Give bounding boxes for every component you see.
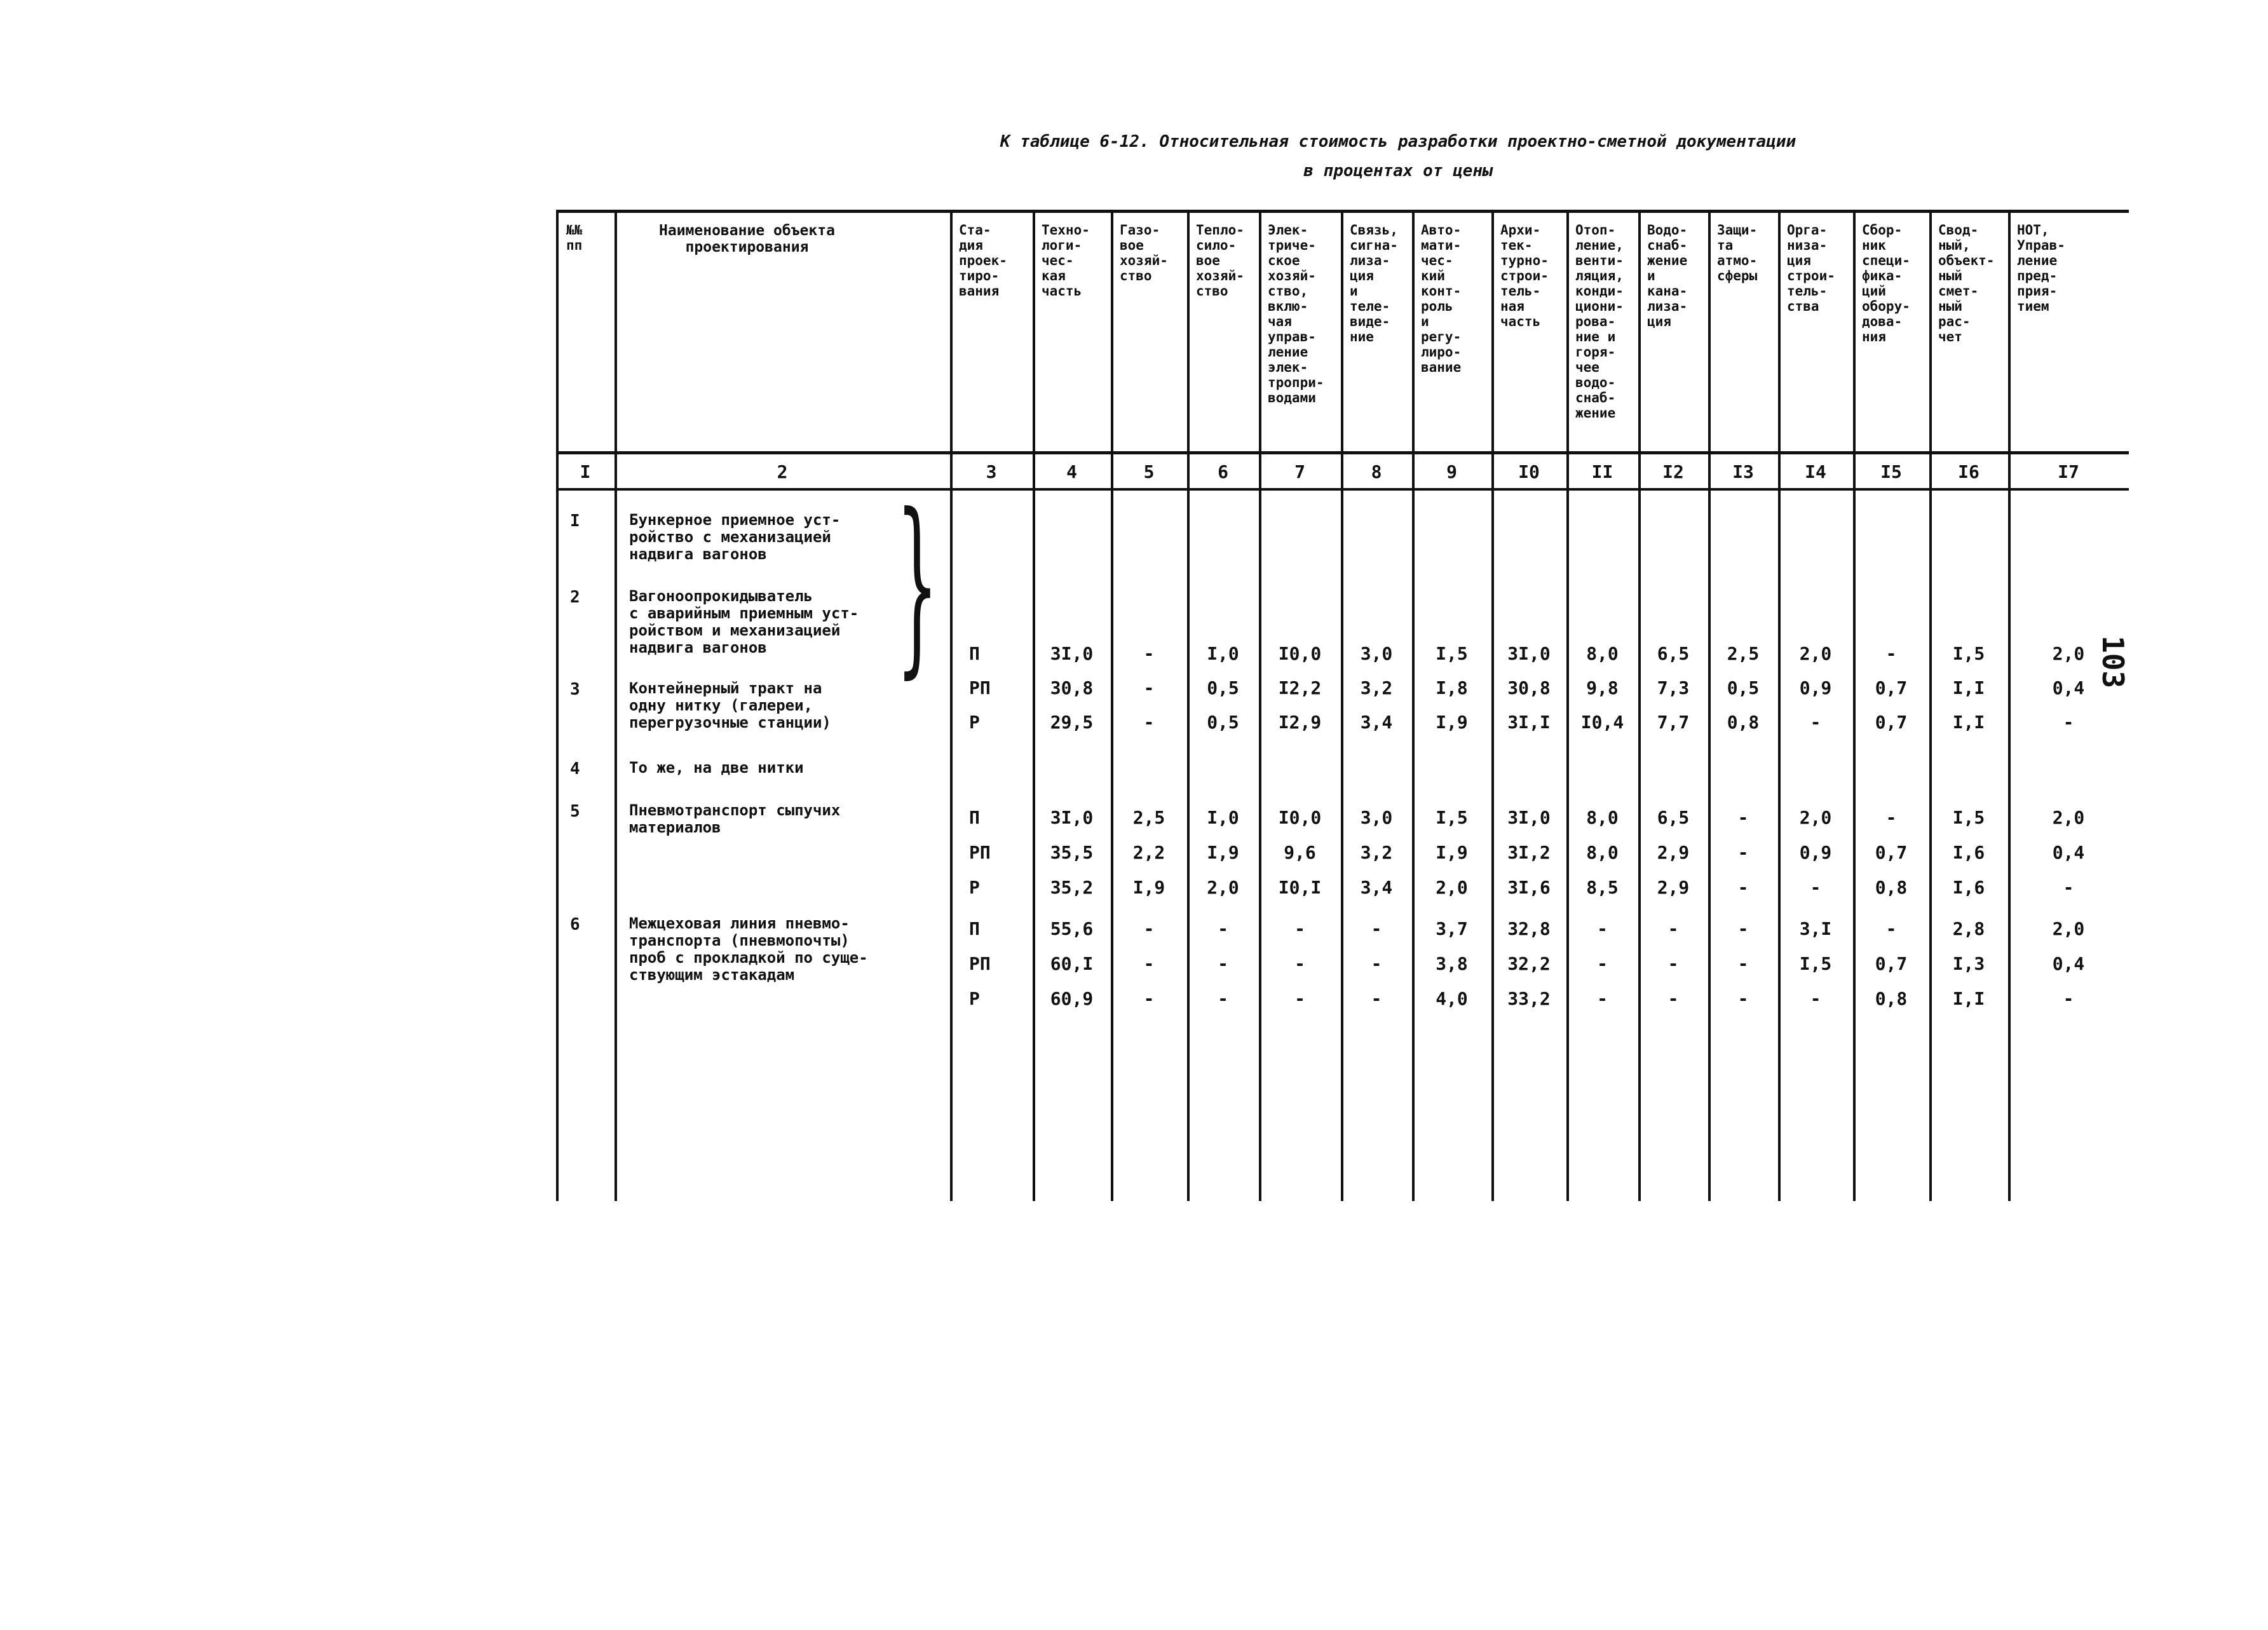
group-brace: } — [896, 473, 939, 695]
value-cell: 2,5 — [1132, 807, 1165, 828]
value-cell: 60,9 — [1050, 988, 1094, 1009]
value-cell: 35,2 — [1050, 877, 1094, 898]
value-cell: - — [1737, 918, 1749, 939]
value-cell: - — [1143, 712, 1155, 733]
value-cell: 6,5 — [1657, 643, 1690, 664]
value-cell: 60,I — [1050, 953, 1094, 974]
value-cell: 0,8 — [1875, 877, 1908, 898]
column-rule — [950, 210, 953, 1201]
value-cell: - — [1294, 918, 1305, 939]
value-cell: 2,0 — [1799, 643, 1832, 664]
value-cell: - — [1810, 877, 1821, 898]
column-number: I6 — [1958, 461, 1979, 482]
value-cell: I,9 — [1132, 877, 1165, 898]
object-name: Межцеховая линия пневмо- транспорта (пневмопочты) проб с прокладкой по суще- ствующим эстакадам — [629, 914, 868, 984]
value-cell: 3,I — [1799, 918, 1832, 939]
column-number: 5 — [1143, 461, 1155, 482]
page-number: 103 — [2096, 635, 2130, 689]
value-cell: I,9 — [1436, 842, 1468, 863]
column-header: Техно- логи- чес- кая часть — [1042, 222, 1090, 299]
value-cell: - — [1218, 988, 1228, 1009]
column-header: Тепло- сило- вое хозяй- ство — [1196, 222, 1244, 299]
value-cell: I,5 — [1952, 643, 1985, 664]
value-cell: 9,6 — [1284, 842, 1316, 863]
value-cell: I,5 — [1952, 807, 1985, 828]
value-cell: 2,0 — [2052, 918, 2085, 939]
value-cell: - — [1667, 953, 1679, 974]
value-cell: - — [1737, 807, 1749, 828]
column-header: Свод- ный, объект- ный смет- ный рас- чет — [1938, 222, 1995, 344]
column-header: №№ пп — [566, 222, 583, 253]
value-cell: 9,8 — [1586, 677, 1619, 698]
value-cell: 0,8 — [1875, 988, 1908, 1009]
value-cell: 2,9 — [1657, 877, 1690, 898]
value-cell: 0,8 — [1727, 712, 1760, 733]
value-cell: 0,7 — [1875, 842, 1908, 863]
value-cell: - — [1218, 918, 1228, 939]
value-cell: 3I,0 — [1050, 643, 1094, 664]
column-header: Водо- снаб- жение и кана- лиза- ция — [1647, 222, 1688, 329]
value-cell: I,8 — [1436, 677, 1468, 698]
column-header: Наименование объекта проектирования — [659, 222, 835, 255]
value-cell: 0,9 — [1799, 677, 1832, 698]
object-name: Контейнерный тракт на одну нитку (галереи, перегрузочные станции) — [629, 679, 831, 731]
value-cell: I0,4 — [1580, 712, 1624, 733]
value-cell: - — [1143, 643, 1155, 664]
value-cell: 3,4 — [1360, 712, 1393, 733]
value-cell: 0,4 — [2052, 953, 2085, 974]
column-number: 4 — [1066, 461, 1077, 482]
value-cell: 2,5 — [1727, 643, 1760, 664]
column-rule — [2008, 210, 2011, 1201]
column-rule — [1566, 210, 1569, 1201]
stage-label: Р — [969, 877, 980, 898]
column-rule — [1491, 210, 1494, 1201]
column-number: I0 — [1518, 461, 1540, 482]
value-cell: I,6 — [1952, 877, 1985, 898]
value-cell: - — [1371, 988, 1382, 1009]
value-cell: - — [1737, 988, 1749, 1009]
column-header: Ста- дия проек- тиро- вания — [959, 222, 1007, 299]
value-cell: 30,8 — [1050, 677, 1094, 698]
value-cell: - — [2063, 988, 2074, 1009]
column-header: НОТ, Управ- ление пред- прия- тием — [2017, 222, 2065, 314]
value-cell: 3,2 — [1360, 842, 1393, 863]
column-rule — [1033, 210, 1035, 1201]
column-header: Газо- вое хозяй- ство — [1120, 222, 1168, 283]
value-cell: 0,4 — [2052, 842, 2085, 863]
value-cell: 3,4 — [1360, 877, 1393, 898]
caption-line-2: в процентах от цены — [1303, 161, 1493, 180]
object-name: Бункерное приемное уст- ройство с механизацией надвига вагонов — [629, 511, 841, 563]
object-name: Пневмотранспорт сыпучих материалов — [629, 801, 841, 836]
value-cell: I,5 — [1436, 807, 1468, 828]
stage-label: РП — [969, 677, 991, 698]
object-name: То же, на две нитки — [629, 759, 804, 777]
value-cell: 3,2 — [1360, 677, 1393, 698]
value-cell: 3I,6 — [1507, 877, 1551, 898]
column-rule — [1412, 210, 1415, 1201]
value-cell: 0,5 — [1207, 712, 1239, 733]
value-cell: 7,3 — [1657, 677, 1690, 698]
value-cell: 0,9 — [1799, 842, 1832, 863]
value-cell: I2,9 — [1278, 712, 1322, 733]
value-cell: 33,2 — [1507, 988, 1551, 1009]
value-cell: - — [1143, 953, 1155, 974]
column-header: Орга- низа- ция строи- тель- ства — [1787, 222, 1835, 314]
column-number: 7 — [1294, 461, 1305, 482]
value-cell: - — [1597, 953, 1608, 974]
value-cell: 55,6 — [1050, 918, 1094, 939]
column-number: I2 — [1662, 461, 1684, 482]
value-cell: - — [1371, 953, 1382, 974]
row-number: 4 — [570, 759, 580, 778]
value-cell: 35,5 — [1050, 842, 1094, 863]
value-cell: - — [1143, 988, 1155, 1009]
value-cell: I,5 — [1799, 953, 1832, 974]
column-header: Защи- та атмо- сферы — [1717, 222, 1758, 283]
column-number: 2 — [777, 461, 788, 482]
value-cell: 3I,0 — [1507, 807, 1551, 828]
row-number: 2 — [570, 588, 580, 607]
value-cell: 2,0 — [1207, 877, 1239, 898]
value-cell: 2,0 — [2052, 807, 2085, 828]
value-cell: 3,0 — [1360, 807, 1393, 828]
value-cell: I0,0 — [1278, 807, 1322, 828]
column-number: II — [1591, 461, 1613, 482]
stage-label: П — [969, 807, 980, 828]
column-header: Связь, сигна- лиза- ция и теле- виде- ние — [1350, 222, 1398, 344]
value-cell: I,0 — [1207, 807, 1239, 828]
row-number: I — [570, 512, 580, 531]
column-header: Отоп- ление, венти- ляция, конди- циони- рова- ние и горя- чее водо- снаб- жение — [1575, 222, 1624, 421]
value-cell: - — [1737, 877, 1749, 898]
column-header: Архи- тек- турно- строи- тель- ная часть — [1500, 222, 1549, 329]
value-cell: I,I — [1952, 677, 1985, 698]
value-cell: 32,8 — [1507, 918, 1551, 939]
value-cell: I,I — [1952, 988, 1985, 1009]
value-cell: 8,5 — [1586, 877, 1619, 898]
value-cell: 2,0 — [1799, 807, 1832, 828]
value-cell: - — [1885, 807, 1897, 828]
row-number: 5 — [570, 802, 580, 821]
column-rule — [1778, 210, 1781, 1201]
value-cell: I,5 — [1436, 643, 1468, 664]
value-cell: 2,8 — [1952, 918, 1985, 939]
value-cell: - — [1737, 842, 1749, 863]
value-cell: I,0 — [1207, 643, 1239, 664]
value-cell: 29,5 — [1050, 712, 1094, 733]
value-cell: - — [1667, 988, 1679, 1009]
value-cell: - — [1885, 918, 1897, 939]
table-caption — [890, 127, 1906, 186]
value-cell: - — [1294, 988, 1305, 1009]
value-cell: - — [2063, 877, 2074, 898]
column-rule — [1929, 210, 1932, 1201]
value-cell: - — [1218, 953, 1228, 974]
value-cell: - — [2063, 712, 2074, 733]
value-cell: 0,5 — [1727, 677, 1760, 698]
column-header: Сбор- ник специ- фика- ций обору- дова- ния — [1862, 222, 1910, 344]
value-cell: 3,0 — [1360, 643, 1393, 664]
column-number: I4 — [1805, 461, 1826, 482]
value-cell: 8,0 — [1586, 842, 1619, 863]
value-cell: 3I,I — [1507, 712, 1551, 733]
value-cell: 0,5 — [1207, 677, 1239, 698]
column-rule — [615, 210, 617, 1201]
value-cell: 8,0 — [1586, 807, 1619, 828]
row-number: 3 — [570, 680, 580, 699]
value-cell: 3,7 — [1436, 918, 1468, 939]
column-number: 8 — [1371, 461, 1382, 482]
stage-label: Р — [969, 988, 980, 1009]
value-cell: I,9 — [1436, 712, 1468, 733]
value-cell: - — [1371, 918, 1382, 939]
caption-line-1: К таблице 6-12. Относительная стоимость разработки проектно-сметной документации — [1000, 132, 1796, 151]
value-cell: 0,4 — [2052, 677, 2085, 698]
value-cell: - — [1667, 918, 1679, 939]
column-rule — [1341, 210, 1343, 1201]
column-header: Элек- триче- ское хозяй- ство, вклю- чая управ- ление элек- тропри- водами — [1268, 222, 1324, 405]
column-number: 3 — [986, 461, 997, 482]
value-cell: - — [1737, 953, 1749, 974]
column-number: I5 — [1880, 461, 1902, 482]
column-rule — [1708, 210, 1711, 1201]
value-cell: I,3 — [1952, 953, 1985, 974]
stage-label: РП — [969, 953, 991, 974]
value-cell: I2,2 — [1278, 677, 1322, 698]
column-rule — [1187, 210, 1190, 1201]
value-cell: - — [1597, 918, 1608, 939]
column-number: I3 — [1732, 461, 1754, 482]
value-cell: - — [1885, 643, 1897, 664]
value-cell: 3I,0 — [1050, 807, 1094, 828]
value-cell: I,I — [1952, 712, 1985, 733]
column-rule — [556, 210, 559, 1201]
object-name: Вагоноопрокидыватель с аварийным приемным уст- ройством и механизацией надвига вагонов — [629, 587, 859, 656]
value-cell: 3,8 — [1436, 953, 1468, 974]
value-cell: 2,0 — [2052, 643, 2085, 664]
value-cell: 3I,2 — [1507, 842, 1551, 863]
column-rule — [1638, 210, 1641, 1201]
column-number: I — [580, 461, 591, 482]
column-number: 6 — [1218, 461, 1228, 482]
value-cell: I0,I — [1278, 877, 1322, 898]
value-cell: - — [1294, 953, 1305, 974]
value-cell: 3I,0 — [1507, 643, 1551, 664]
value-cell: I,6 — [1952, 842, 1985, 863]
stage-label: П — [969, 918, 980, 939]
value-cell: - — [1143, 918, 1155, 939]
column-rule — [1853, 210, 1856, 1201]
stage-label: Р — [969, 712, 980, 733]
value-cell: 6,5 — [1657, 807, 1690, 828]
value-cell: I,9 — [1207, 842, 1239, 863]
value-cell: 30,8 — [1507, 677, 1551, 698]
value-cell: - — [1810, 988, 1821, 1009]
value-cell: - — [1810, 712, 1821, 733]
value-cell: 2,0 — [1436, 877, 1468, 898]
column-rule — [1259, 210, 1261, 1201]
column-number: I7 — [2058, 461, 2079, 482]
value-cell: 4,0 — [1436, 988, 1468, 1009]
value-cell: I0,0 — [1278, 643, 1322, 664]
value-cell: - — [1597, 988, 1608, 1009]
column-header: Авто- мати- чес- кий конт- роль и регу- лиро- вание — [1421, 222, 1462, 375]
row-number: 6 — [570, 915, 580, 934]
stage-label: РП — [969, 842, 991, 863]
value-cell: 32,2 — [1507, 953, 1551, 974]
value-cell: 8,0 — [1586, 643, 1619, 664]
value-cell: 0,7 — [1875, 712, 1908, 733]
value-cell: 0,7 — [1875, 677, 1908, 698]
value-cell: - — [1143, 677, 1155, 698]
column-rule — [1111, 210, 1113, 1201]
value-cell: 7,7 — [1657, 712, 1690, 733]
value-cell: 2,2 — [1132, 842, 1165, 863]
stage-label: П — [969, 643, 980, 664]
value-cell: 0,7 — [1875, 953, 1908, 974]
column-number: 9 — [1446, 461, 1457, 482]
value-cell: 2,9 — [1657, 842, 1690, 863]
